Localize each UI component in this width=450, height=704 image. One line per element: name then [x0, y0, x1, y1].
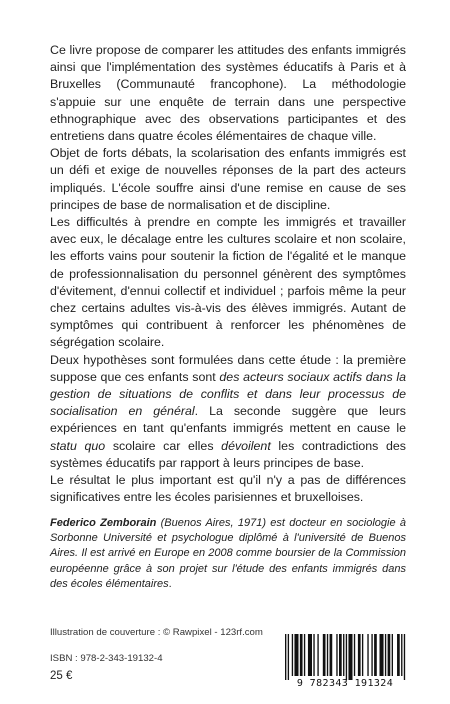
barcode-bar [317, 634, 318, 676]
paragraph-debate: Objet de forts débats, la scolarisation des enfants immigrés est un défi et exige de nouvelles réponses de la part des acteurs impliqués. L'école souffre ainsi d'une remise en cause de ses principes de base de normalisation et de discipline. [50, 146, 406, 212]
barcode-bar [292, 634, 293, 676]
barcode-bar [401, 634, 402, 676]
barcode-bar [346, 634, 347, 680]
barcode-bar [313, 634, 314, 676]
barcode-bar [323, 634, 326, 676]
barcode-bar [358, 634, 361, 676]
barcode-bar [300, 634, 303, 676]
paragraph-intro: Ce livre propose de comparer les attitudes des enfants immigrés ainsi que l'implémentation des systèmes éducatifs à Paris et à Bruxelles (Communauté francophone). La méthodologie s'appuie sur une enquête de terrain dans une perspective ethnographique avec des observations participantes et des entretiens dans quatre écoles élémentaires de chaque ville. [50, 43, 406, 144]
barcode-bar [348, 634, 352, 680]
barcode-bar [397, 634, 400, 676]
hypotheses-text-4: les contradictions des systèmes éducatifs par rapport à leurs principes de base. [50, 438, 406, 470]
barcode-bar [343, 634, 344, 676]
barcode-bar [327, 634, 328, 676]
barcode [275, 634, 415, 690]
barcode-bar [308, 634, 312, 676]
hypotheses-emphasis-actors: des acteurs sociaux actifs dans la gestion de situations de conflits et dans leur processus de socialisation en général [50, 369, 406, 419]
barcode-bar [288, 634, 289, 680]
author-name: Federico Zemborain [50, 517, 157, 529]
barcode-bar [367, 634, 368, 676]
paragraph-result: Le résultat le plus important est qu'il n'y a pas de différences significatives entre les écoles parisiennes et bruxelloises. [50, 473, 406, 505]
barcode-bar [339, 634, 342, 676]
barcode-bar [371, 634, 372, 676]
paragraph-hypotheses [50, 352, 406, 472]
price: 25 € [50, 670, 73, 682]
hypotheses-emphasis-statu-quo: statu quo [50, 438, 106, 453]
barcode-bar [294, 634, 298, 676]
author-bio-ending: écoles élémentaires [70, 577, 169, 590]
hypotheses-text: Deux hypothèses sont formulées dans cette étude : la première suppose que ces enfants sont [50, 352, 406, 384]
barcode-digits: 9 782343 191324 [296, 678, 394, 689]
hypotheses-emphasis-devoilent: dévoilent [221, 438, 271, 453]
barcode-bar [392, 634, 393, 676]
cover-illustration-credit: Illustration de couverture : © Rawpixel - 123rf.com [50, 627, 263, 638]
barcode-bar [388, 634, 391, 676]
barcode-bar [362, 634, 363, 676]
paragraph-difficulties: Les difficultés à prendre en compte les immigrés et travailler avec eux, le décalage entre les cultures scolaire et non scolaire, les efforts vains pour soutenir la fiction de l'égalité et le manque de professionnalisation du personnel génèrent des symptômes d'évitement, d'ennui collectif et individuel ; parfois même la peur chez certains adultes vis-à-vis des élèves immigrés. Autant de symptômes qui contribuent à renforcer les phénomènes de ségrégation scolaire. [50, 215, 406, 350]
author-origin: (Buenos Aires, 1971) est docteur en sociologie à Sorbonne Université et psychologue diplômé à l'université de Buenos Aires. Il est arrivé en Europe en 2008 comme boursier de la Commission européenne grâce à son projet sur l'étude des enfants immigrés dans des [50, 517, 406, 590]
description-text [50, 42, 406, 506]
author-bio [50, 516, 406, 592]
barcode-bars [275, 634, 415, 680]
barcode-bar [304, 634, 305, 676]
hypotheses-text-2: . La seconde suggère que leurs expériences en tant qu'enfants immigrés mettent en cause le [50, 404, 407, 436]
barcode-bar [354, 634, 355, 676]
barcode-bar [404, 634, 405, 680]
barcode-bar [385, 634, 386, 676]
barcode-bar [380, 634, 384, 676]
barcode-bar [374, 634, 377, 676]
barcode-bar [330, 634, 333, 676]
author-bio-period: . [168, 577, 172, 590]
hypotheses-text-3: scolaire car elles [105, 438, 222, 453]
isbn: ISBN : 978-2-343-19132-4 [50, 653, 163, 664]
barcode-bar [285, 634, 286, 680]
barcode-bar [336, 634, 337, 676]
